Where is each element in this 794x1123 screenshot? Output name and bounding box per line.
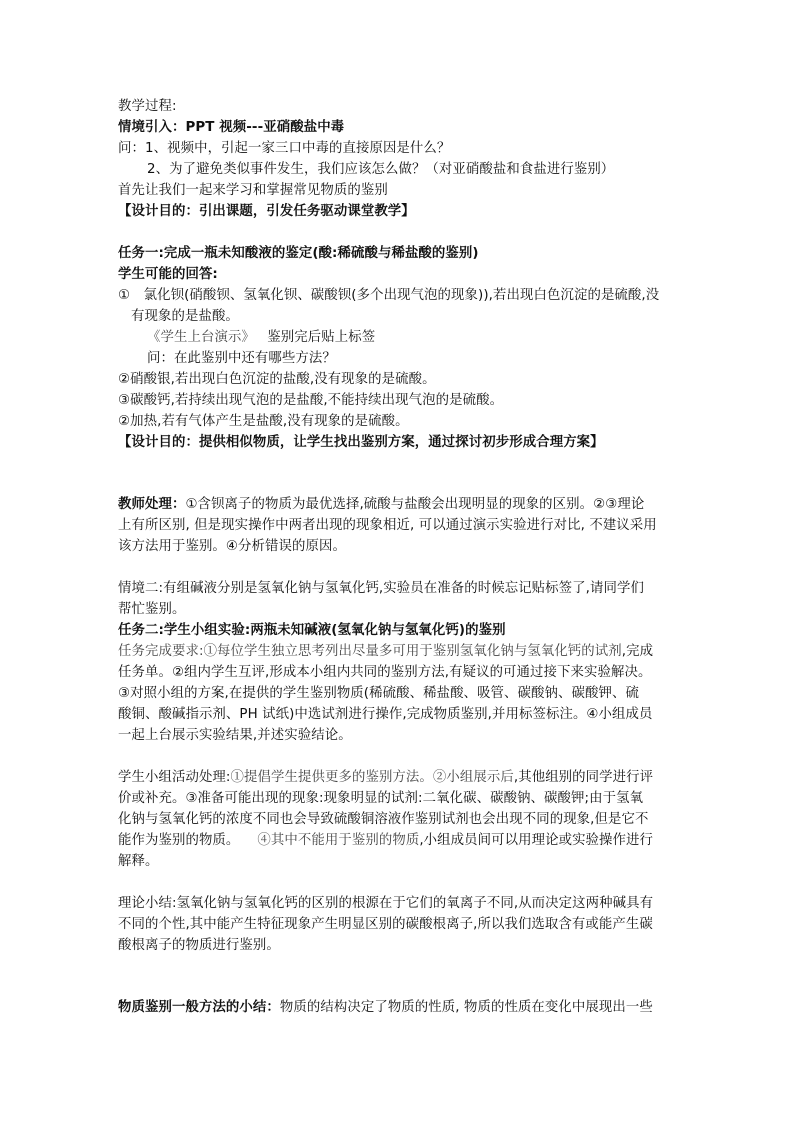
question-other-methods: 问：在此鉴别中还有哪些方法？ [147, 351, 336, 366]
task-requirements-line-2: 任务单。②组内学生互评,形成本小组内共同的鉴别方法,有疑议的可通过接下来实验解决。 [118, 665, 652, 680]
design-purpose-2: 【设计目的：提供相似物质，让学生找出鉴别方案，通过探讨初步形成合理方案】 [118, 435, 604, 450]
answer-3: ③碳酸钙,若持续出现气泡的是盐酸,不能持续出现气泡的是硫酸。 [118, 393, 504, 408]
task-requirements-line-3: ③对照小组的方案,在提供的学生鉴别物质(稀硫酸、稀盐酸、吸管、碳酸钠、碳酸钾、硫 [118, 686, 639, 701]
answer-2: ②硝酸银,若出现白色沉淀的盐酸,没有现象的是硫酸。 [118, 372, 436, 387]
group-activity-text-5: ,小组成员间可以用理论或实验操作进行 [419, 833, 654, 848]
group-activity-text-2: ,其他组别的同学进行评 [513, 770, 654, 785]
group-activity-text-4: ④其中不能用于鉴别的物质 [257, 833, 420, 848]
task-requirements-line-1 [118, 641, 653, 662]
task-requirement-1-end: ,完成 [621, 644, 654, 659]
method-summary-label: 物质鉴别一般方法的小结： [118, 1000, 280, 1015]
situation-2-line-2: 帮忙鉴别。 [118, 602, 186, 617]
method-summary-line-1 [118, 997, 653, 1018]
student-demo-note: 《学生上台演示》 [147, 330, 255, 345]
task-1-heading: 任务一:完成一瓶未知酸液的鉴定(酸:稀硫酸与稀盐酸的鉴别) [118, 246, 479, 261]
teacher-handling-line-3: 该方法用于鉴别。④分析错误的原因。 [118, 539, 346, 554]
question-2: 2、为了避免类似事件发生，我们应该怎么做？（对亚硝酸盐和食盐进行鉴别） [147, 162, 615, 177]
group-activity-line-1 [118, 767, 653, 788]
method-summary-text: 物质的结构决定了物质的性质, 物质的性质在变化中展现出一些 [279, 1000, 653, 1015]
answer-4: ②加热,若有气体产生是盐酸,没有现象的是硫酸。 [118, 414, 409, 429]
task-requirements-label: 任务完成要求: [118, 644, 204, 659]
task-requirement-1: ①每位学生独立思考列出尽量多可用于鉴别氢氧化钠与氢氧化钙的试剂 [203, 644, 622, 659]
demo-line [147, 327, 375, 348]
situation-2-line-1: 情境二:有组碱液分别是氢氧化钠与氢氧化钙,实验员在准备的时候忘记贴标签了,请同学们 [118, 581, 644, 596]
answer-1-cont: 有现象的是盐酸。 [131, 309, 239, 324]
answer-1: ① 氯化钡(硝酸钡、氢氧化钡、碳酸钡(多个出现气泡的现象)),若出现白色沉淀的是硫酸,没 [118, 288, 660, 303]
teacher-handling-text: ①含钡离子的物质为最优选择,硫酸与盐酸会出现明显的现象的区别。②③理论 [185, 497, 645, 512]
task-requirements-line-5: 一起上台展示实验结果,并述实验结论。 [118, 728, 352, 743]
task-2-heading: 任务二:学生小组实验:两瓶未知碱液(氢氧化钠与氢氧化钙)的鉴别 [118, 623, 506, 638]
group-activity-text-3: 能作为鉴别的物质。 [118, 833, 240, 848]
design-purpose-1: 【设计目的：引出课题，引发任务驱动课堂教学】 [118, 204, 415, 219]
group-activity-label: 学生小组活动处理: [118, 770, 231, 785]
group-activity-line-2: 价或补充。③准备可能出现的现象:现象明显的试剂:二氧化碳、碳酸钠、碳酸钾;由于氢氧 [118, 791, 644, 806]
question-1: 问：1、视频中，引起一家三口中毒的直接原因是什么？ [118, 141, 451, 156]
situation-intro-heading: 情境引入：PPT 视频---亚硝酸盐中毒 [118, 120, 345, 135]
theory-summary-line-1: 理论小结:氢氧化钠与氢氧化钙的区别的根源在于它们的氧离子不同,从而决定这两种碱具有 [118, 896, 654, 911]
teacher-handling-line-2: 上有所区别, 但是现实操作中两者出现的现象相近, 可以通过演示实验进行对比, 不建议采用 [118, 518, 657, 533]
group-activity-line-3: 化钠与氢氧化钙的浓度不同也会导致硫酸铜溶液作鉴别试剂也会出现不同的现象,但是它不 [118, 812, 649, 827]
section-label-teaching-process: 教学过程: [118, 99, 177, 114]
teacher-handling-label: 教师处理： [118, 497, 186, 512]
possible-answers-heading: 学生可能的回答: [118, 267, 218, 282]
group-activity-text-1: ①提倡学生提供更多的鉴别方法。②小组展示后 [230, 770, 514, 785]
intro-text: 首先让我们一起来学习和掌握常见物质的鉴别 [118, 183, 388, 198]
teacher-handling-line-1 [118, 494, 644, 515]
theory-summary-line-2: 不同的个性,其中能产生特征现象产生明显区别的碳酸根离子,所以我们选取含有或能产生碳 [118, 917, 653, 932]
label-after-identify: 鉴别完后贴上标签 [267, 330, 376, 345]
group-activity-line-5: 解释。 [118, 854, 159, 869]
theory-summary-line-3: 酸根离子的物质进行鉴别。 [118, 938, 280, 953]
task-requirements-line-4: 酸铜、酸碱指示剂、PH 试纸)中选试剂进行操作,完成物质鉴别,并用标签标注。④小组成员 [118, 707, 653, 722]
group-activity-line-4 [118, 830, 653, 851]
